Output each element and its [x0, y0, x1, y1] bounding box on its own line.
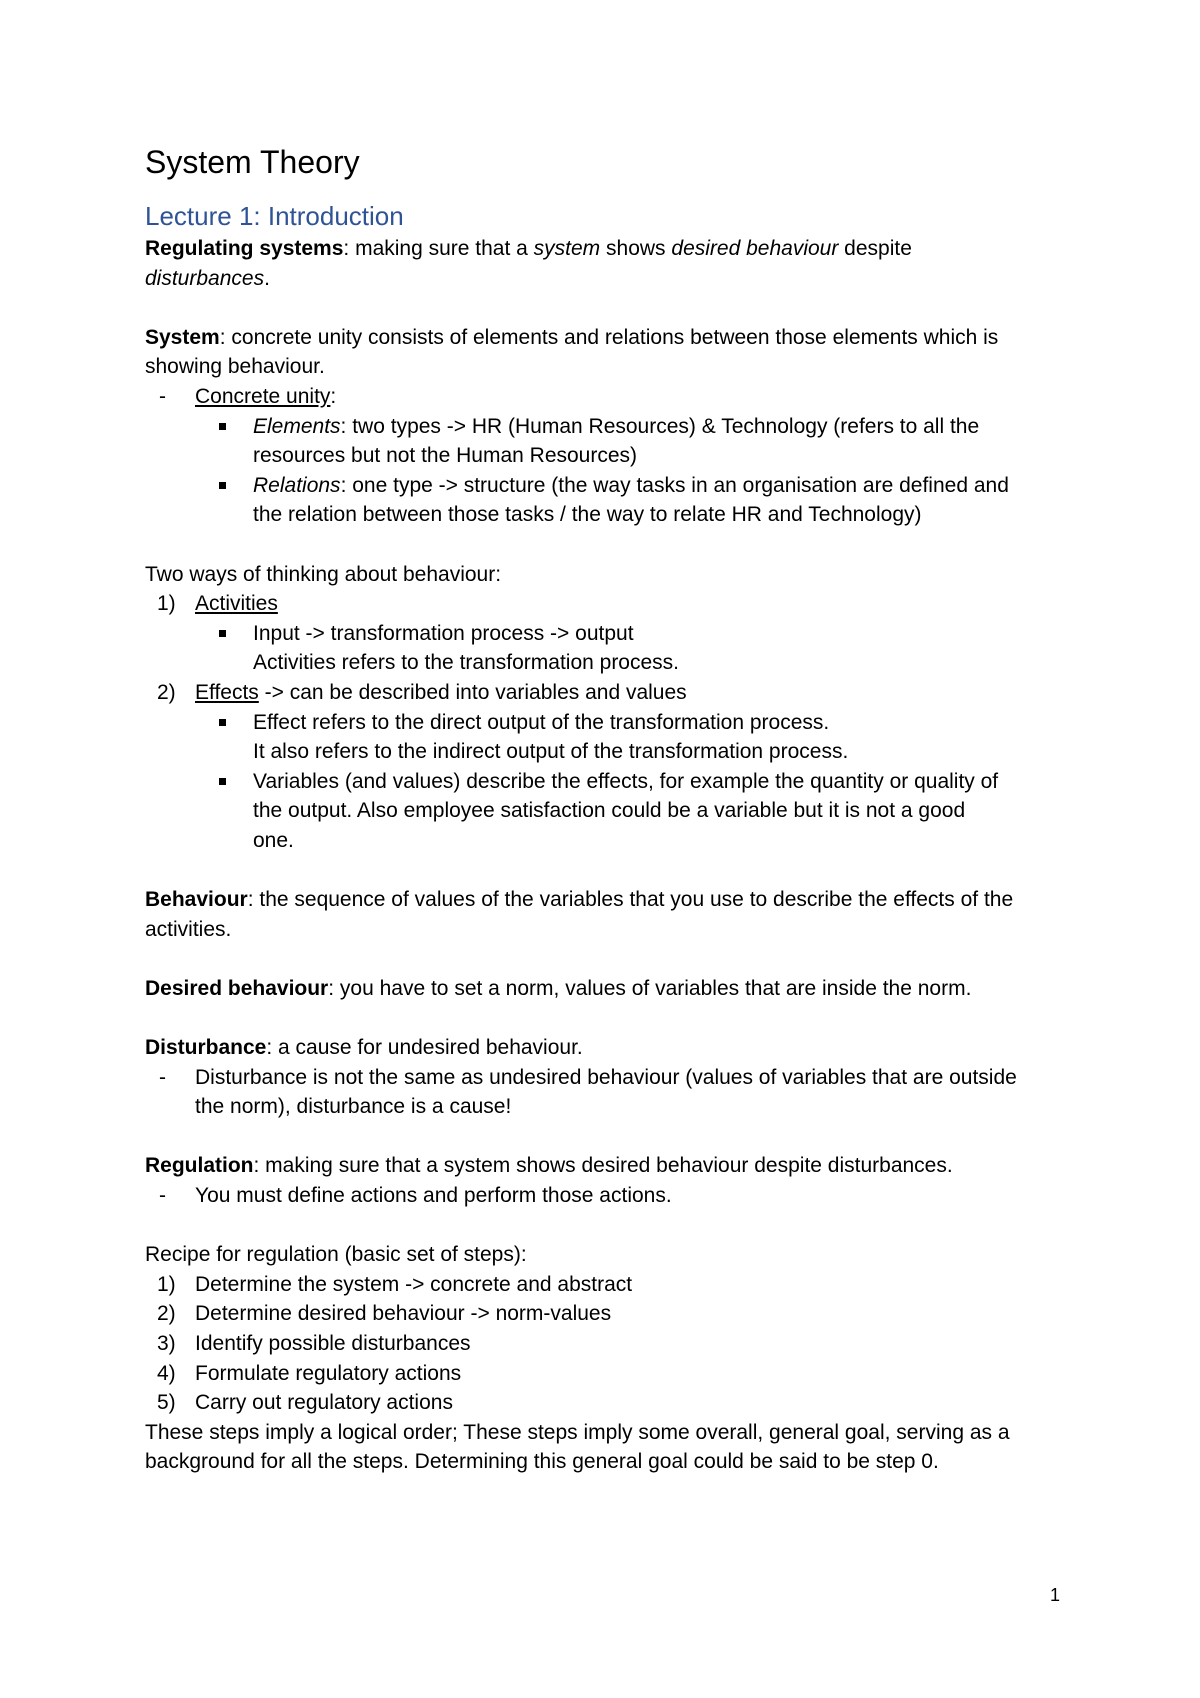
- list-item: Elements: two types -> HR (Human Resources) & Technology (refers to all the: [145, 412, 1065, 442]
- regulating-systems-definition: Regulating systems: making sure that a system shows desired behaviour despite: [145, 237, 912, 260]
- term: Regulation: [145, 1154, 254, 1178]
- two-ways-intro: Two ways of thinking about behaviour:: [145, 562, 502, 586]
- list-item: 3) Identify possible disturbances: [157, 1331, 471, 1355]
- list-item: - Concrete unity:: [145, 382, 1065, 412]
- list-item-continuation: the norm), disturbance is a cause!: [195, 1095, 512, 1119]
- list-item: Variables (and values) describe the effects, for example the quantity or quality of: [145, 767, 1065, 797]
- system-definition-line2: showing behaviour.: [145, 355, 325, 379]
- dash-marker: -: [159, 1184, 166, 1207]
- square-bullet-icon: [219, 778, 226, 785]
- term: Behaviour: [145, 888, 248, 912]
- list-item: - Disturbance is not the same as undesired behaviour (values of variables that are outside: [145, 1063, 1065, 1093]
- document-title: System Theory: [145, 144, 360, 180]
- desired-behaviour-definition: Desired behaviour: you have to set a norm, values of variables that are inside the norm.: [145, 976, 972, 1000]
- square-bullet-icon: [219, 423, 226, 430]
- recipe-closing: These steps imply a logical order; These steps imply some overall, general goal, serving as a: [145, 1420, 1010, 1444]
- effects-label: Effects: [195, 680, 259, 704]
- list-item: - You must define actions and perform those actions.: [145, 1181, 1065, 1211]
- page-number: 1: [1050, 1585, 1061, 1605]
- list-item: 2) Determine desired behaviour -> norm-values: [157, 1302, 612, 1326]
- disturbance-definition: Disturbance: a cause for undesired behaviour.: [145, 1036, 583, 1060]
- behaviour-definition-line2: activities.: [145, 917, 232, 941]
- list-item-continuation: one.: [253, 828, 294, 852]
- recipe-intro: Recipe for regulation (basic set of steps):: [145, 1243, 527, 1267]
- list-item: 1) Determine the system -> concrete and abstract: [157, 1272, 633, 1296]
- list-item: 5) Carry out regulatory actions: [157, 1391, 453, 1415]
- recipe-closing-line2: background for all the steps. Determining this general goal could be said to be step 0.: [145, 1450, 939, 1474]
- term: System: [145, 325, 220, 349]
- regulating-systems-definition-line2: disturbances.: [145, 266, 270, 290]
- list-item-continuation: the relation between those tasks / the way to relate HR and Technology): [253, 503, 922, 527]
- term: Desired behaviour: [145, 976, 329, 1000]
- square-bullet-icon: [219, 482, 226, 489]
- list-item-continuation: Activities refers to the transformation process.: [253, 651, 679, 675]
- lecture-heading: Lecture 1: Introduction: [145, 201, 404, 231]
- list-item-continuation: resources but not the Human Resources): [253, 444, 638, 468]
- behaviour-definition: Behaviour: the sequence of values of the variables that you use to describe the effects of the: [145, 888, 1014, 912]
- list-item: 4) Formulate regulatory actions: [157, 1361, 462, 1385]
- list-item: Effect refers to the direct output of the transformation process.: [145, 708, 1065, 738]
- list-item: Relations: one type -> structure (the way tasks in an organisation are defined and: [145, 471, 1065, 501]
- term: Regulating systems: [145, 237, 344, 260]
- dash-marker: -: [159, 1065, 166, 1089]
- list-item-continuation: the output. Also employee satisfaction could be a variable but it is not a good: [253, 799, 966, 823]
- page-content: [145, 142, 1065, 1477]
- list-item: 1) Activities: [157, 592, 278, 616]
- regulation-definition: Regulation: making sure that a system shows desired behaviour despite disturbances.: [145, 1154, 953, 1178]
- dash-marker: -: [159, 384, 166, 408]
- activities-label: Activities: [195, 592, 278, 616]
- term: Disturbance: [145, 1036, 267, 1060]
- list-item: 2) Effects -> can be described into variables and values: [157, 680, 687, 704]
- system-definition: System: concrete unity consists of elements and relations between those elements which is: [145, 325, 999, 349]
- list-item-continuation: It also refers to the indirect output of the transformation process.: [253, 740, 849, 764]
- square-bullet-icon: [219, 719, 226, 726]
- concrete-unity-label: Concrete unity: [195, 384, 331, 408]
- list-item: Input -> transformation process -> output: [145, 619, 1065, 649]
- square-bullet-icon: [219, 630, 226, 637]
